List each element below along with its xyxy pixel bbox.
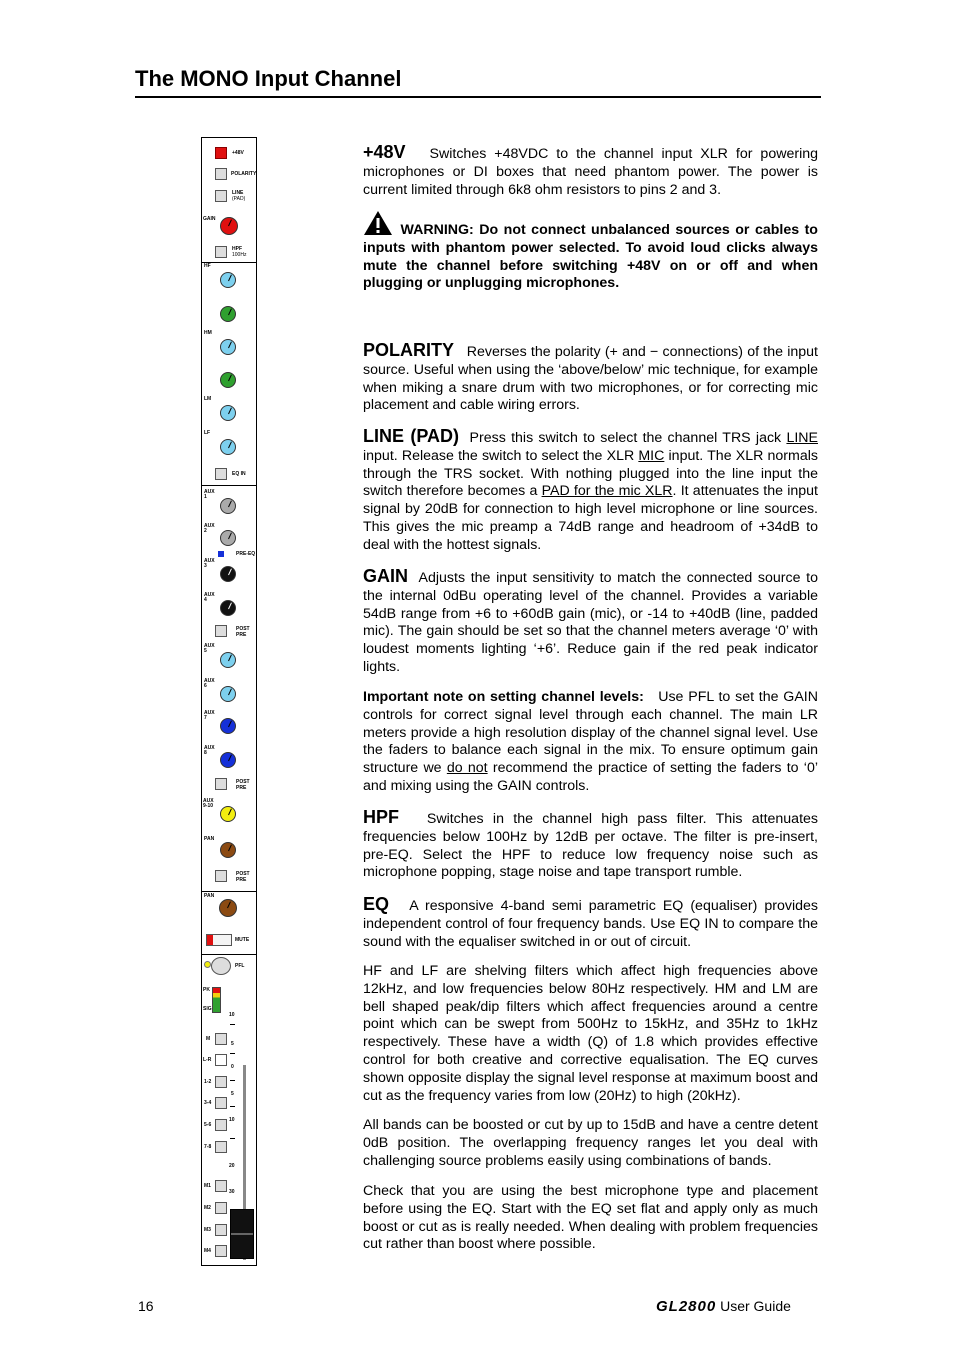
- line-underline: LINE: [786, 430, 818, 446]
- hm-label: HM: [204, 330, 212, 336]
- pan-label: PAN: [204, 893, 215, 899]
- fader-scale-label: 10: [229, 1117, 235, 1123]
- m1-label: M1: [204, 1183, 211, 1189]
- pre-eq-switch[interactable]: [218, 551, 224, 557]
- line-label: LINE: [232, 190, 244, 196]
- post-label: POST: [236, 779, 250, 785]
- hm-freq-knob[interactable]: [220, 306, 236, 322]
- aux5-label: AUX 5: [204, 643, 215, 654]
- eq-paragraph-text: Check that you are using the best microphone type and placement before using the EQ. Start with the EQ set flat and apply only as much boost or cut as is really needed. When dealing with problem frequencies cut rather than boost where possible.: [363, 1183, 818, 1253]
- lr-route-switch[interactable]: [215, 1054, 227, 1066]
- gain-section: [363, 568, 818, 677]
- fader-scale-label: 20: [229, 1163, 235, 1169]
- fader-scale-label: 5: [231, 1091, 234, 1097]
- eq-section: [363, 896, 818, 951]
- gain-knob[interactable]: [220, 217, 238, 235]
- pan-knob[interactable]: [219, 899, 237, 917]
- warning-section: [363, 210, 818, 293]
- aux7-label: AUX 7: [204, 710, 215, 721]
- eq-paragraph-text: All bands can be boosted or cut by up to 15dB and have a centre detent 0dB position. The overlapping frequency ranges let you deal with challenging source problems easily using combinations of bands.: [363, 1117, 818, 1169]
- eq-paragraph: [363, 1117, 818, 1170]
- page-number: 16: [138, 1298, 154, 1314]
- fader-tick: [230, 1106, 235, 1107]
- lm-label: LM: [204, 396, 212, 402]
- gain-label: GAIN: [203, 216, 216, 222]
- fader-scale-label: 0: [231, 1064, 234, 1070]
- line-text: . It attenuates the input signal by 20dB for connection to high level microphone or line sources. This gives the mic preamp a 74dB range and headroom of +34dB to deal with the hottest signals.: [363, 483, 818, 553]
- line-text: input. Release the switch to select the XLR: [363, 447, 635, 464]
- note-underline: do not: [446, 760, 488, 777]
- hpf-freq-label: 100Hz: [232, 252, 247, 258]
- aux4-label: AUX 4: [204, 592, 215, 603]
- note-text: recommend the practice of setting the faders to ‘0’ and mixing using the GAIN controls.: [363, 760, 818, 794]
- lf-label: LF: [204, 430, 211, 436]
- title-rule: [135, 96, 821, 98]
- aux1-knob[interactable]: [220, 498, 236, 514]
- aux-pan-knob[interactable]: [220, 842, 236, 858]
- mute-label: MUTE: [235, 937, 250, 943]
- eq-paragraph-text: HF and LF are shelving filters which affect high frequencies above 12kHz, and low frequencies below 80Hz respectively. HM and LM are bell shaped peak/dip filters which affect frequencies around a centre point which can be swept from 500Hz to 15kHz, and 35Hz to 1kHz respectively. These have a width (Q) of 1.8 which provides effective control for both creative and corrective equalisation. The EQ curves shown opposite display the signal level response at maximum boost and cut as the frequency varies from low (20Hz) to high (20kHz).: [363, 963, 818, 1104]
- fader-tick: [230, 1138, 235, 1139]
- aux910-level-knob[interactable]: [220, 806, 236, 822]
- polarity-label: POLARITY: [231, 171, 257, 177]
- line-section: [363, 428, 818, 555]
- aux6-label: AUX 6: [204, 678, 215, 689]
- m2-switch[interactable]: [215, 1202, 227, 1214]
- hm-gain-knob[interactable]: [220, 339, 236, 355]
- channel-meter: [212, 987, 221, 1013]
- eq-paragraph: [363, 963, 818, 1105]
- m2-label: M2: [204, 1205, 211, 1211]
- post-label: POST: [236, 626, 250, 632]
- eq-in-label: EQ IN: [232, 471, 246, 477]
- pan-label: PAN: [204, 836, 215, 842]
- hpf-heading: HPF: [363, 807, 399, 827]
- aux2-label: AUX 2: [204, 523, 215, 534]
- m-route-label: M: [206, 1036, 211, 1042]
- g12-route-switch[interactable]: [215, 1076, 227, 1088]
- note-section: [363, 689, 818, 796]
- pre-label: PRE: [236, 785, 247, 791]
- fader-tick: [230, 1053, 235, 1054]
- hpf-section: [363, 809, 818, 882]
- mic-underline: MIC: [638, 447, 665, 464]
- lf-gain-knob[interactable]: [220, 439, 236, 455]
- g78-route-label: 7-8: [204, 1144, 212, 1150]
- note-text: Use PFL to set the GAIN controls for correct signal level through each channel. The main LR meters provide a high resolution display of the channel signal level. Use the faders to balance each signal in the mix. To ensure optimum gain structure we: [363, 689, 818, 777]
- phantom-label: +48V: [232, 150, 244, 156]
- aux78-post-pre-switch[interactable]: [215, 778, 227, 790]
- pfl-label: PFL: [235, 963, 245, 969]
- pfl-button[interactable]: [211, 957, 231, 975]
- pre-label: PRE: [236, 632, 247, 638]
- polarity-section: [363, 342, 818, 415]
- p48-section: [363, 144, 818, 199]
- m4-label: M4: [204, 1248, 211, 1254]
- warning-icon: [363, 210, 393, 236]
- fader-scale-label: 30: [229, 1189, 235, 1195]
- pfl-led: [204, 961, 211, 968]
- aux3-knob[interactable]: [220, 566, 236, 582]
- pad-label: (PAD): [232, 196, 246, 202]
- sig-label: SIG: [203, 1006, 212, 1012]
- aux7-knob[interactable]: [220, 718, 236, 734]
- g34-route-switch[interactable]: [215, 1097, 227, 1109]
- channel-fader[interactable]: [230, 1209, 254, 1259]
- aux1-label: AUX 1: [204, 489, 215, 500]
- polarity-heading: POLARITY: [363, 340, 455, 360]
- brand-logo: GL2800: [656, 1298, 717, 1315]
- polarity-switch[interactable]: [215, 168, 227, 180]
- pre-label: PRE: [236, 877, 247, 883]
- eq-paragraph: [363, 1183, 818, 1254]
- pad-underline: PAD for the mic XLR: [541, 483, 673, 500]
- line-heading: LINE (PAD): [363, 426, 459, 446]
- g56-route-label: 5-6: [204, 1122, 212, 1128]
- aux5-knob[interactable]: [220, 652, 236, 668]
- g56-route-switch[interactable]: [215, 1119, 227, 1131]
- gain-heading: GAIN: [363, 566, 408, 586]
- line-text: input. The XLR normals through the TRS socket. With nothing plugged into the line input the switch therefore becomes a: [363, 447, 818, 500]
- fader-scale-label: 10: [229, 1012, 235, 1018]
- aux4-knob[interactable]: [220, 600, 236, 616]
- m4-switch[interactable]: [215, 1245, 227, 1257]
- lm-gain-knob[interactable]: [220, 405, 236, 421]
- g34-route-label: 3-4: [204, 1100, 212, 1106]
- footer-brand: [656, 1298, 791, 1315]
- post-label: POST: [236, 871, 250, 877]
- aux34-post-pre-switch[interactable]: [215, 625, 227, 637]
- polarity-text: Reverses the polarity (+ and − connections) of the input source. Useful when using the ‘above/below’ mic technique, for example when miking a snare drum with two microphones, or for correcting mic placement and cable wiring errors.: [363, 344, 818, 414]
- fader-tick: [230, 1024, 235, 1025]
- lr-route-label: L-R: [203, 1057, 212, 1063]
- fader-scale-label: 5: [231, 1041, 234, 1047]
- mute-switch[interactable]: [206, 934, 232, 946]
- note-heading: Important note on setting channel levels:: [363, 689, 644, 705]
- strip-divider: [202, 891, 256, 892]
- hf-gain-knob[interactable]: [220, 272, 236, 288]
- aux8-label: AUX 8: [204, 745, 215, 756]
- line-text: Press this switch to select the channel TRS jack: [469, 430, 782, 446]
- pre-eq-label: PRE-EQ: [236, 551, 256, 557]
- hpf-text: Switches in the channel high pass filter. This attenuates frequencies below 100Hz by 12dB per octave. The filter is pre-insert, pre-EQ. Select the HPF to reduce low frequency noise such as microphone popping, stage noise and tape transport rumble.: [363, 811, 818, 881]
- g12-route-label: 1-2: [204, 1079, 212, 1085]
- hpf-label: HPF: [232, 246, 242, 252]
- eq-heading: EQ: [363, 894, 390, 914]
- m3-label: M3: [204, 1227, 211, 1233]
- m3-switch[interactable]: [215, 1224, 227, 1236]
- aux8-knob[interactable]: [220, 752, 236, 768]
- eq-text: A responsive 4-band semi parametric EQ (equaliser) provides independent control of four frequency bands. Use EQ IN to compare the sound with the equaliser switched in or out of circuit.: [363, 898, 818, 950]
- lm-freq-knob[interactable]: [220, 372, 236, 388]
- p48-heading: +48V: [363, 142, 406, 162]
- line-pad-switch[interactable]: [215, 190, 227, 202]
- phantom-switch[interactable]: [215, 147, 227, 159]
- page-title: The MONO Input Channel: [135, 66, 402, 91]
- pk-label: PK: [203, 987, 210, 993]
- aux6-knob[interactable]: [220, 686, 236, 702]
- m1-switch[interactable]: [215, 1180, 227, 1192]
- strip-divider: [202, 485, 256, 486]
- hpf-switch[interactable]: [215, 246, 227, 258]
- footer-guide: User Guide: [720, 1298, 791, 1314]
- m-route-switch[interactable]: [215, 1033, 227, 1045]
- aux910-post-pre-switch[interactable]: [215, 870, 227, 882]
- aux2-knob[interactable]: [220, 530, 236, 546]
- p48-text: Switches +48VDC to the channel input XLR for powering microphones or DI boxes that need phantom power. The power is current limited through 6k8 ohm resistors to pins 2 and 3.: [363, 146, 819, 198]
- fader-tick: [230, 1080, 235, 1081]
- hf-label: HF: [204, 263, 211, 269]
- aux910-label: AUX 9-10: [203, 798, 214, 809]
- aux3-label: AUX 3: [204, 558, 215, 569]
- warning-text: WARNING: Do not connect unbalanced sources or cables to inputs with phantom power selected. To avoid loud clicks always mute the channel before switching +48V on or off and when plugging or unplugging microphones.: [363, 222, 818, 292]
- eq-in-switch[interactable]: [215, 468, 227, 480]
- g78-route-switch[interactable]: [215, 1141, 227, 1153]
- gain-text: Adjusts the input sensitivity to match the connected source to the internal 0dBu operating level of the channel. Provides a variable 54dB range from +6 to +60dB gain (mic), or -14 to +40dB (line, padded mic). The gain should be set so that the channel meters average ‘0’ with loudest moments lighting ‘+6’. Reduce gain if the red peak indicator lights.: [363, 570, 818, 675]
